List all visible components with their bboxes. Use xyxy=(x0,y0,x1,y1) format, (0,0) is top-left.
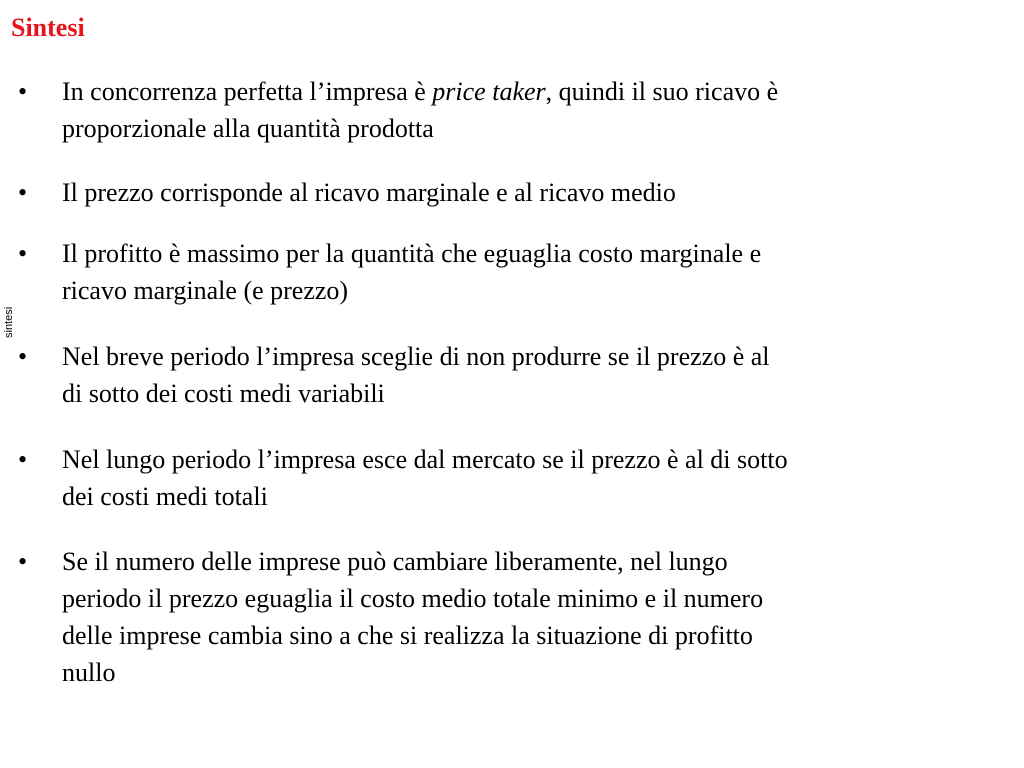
bullet-dot: • xyxy=(18,547,28,576)
side-label: sintesi xyxy=(3,306,15,338)
bullet-line: periodo il prezzo eguaglia il costo medio totale minimo e il numero xyxy=(62,584,764,613)
bullet-text xyxy=(62,338,1022,412)
bullet-line: dei costi medi totali xyxy=(62,482,268,511)
bullet-dot: • xyxy=(18,445,28,474)
bullet-line: Nel lungo periodo l’impresa esce dal mercato se il prezzo è al di sotto xyxy=(62,445,788,474)
bullet-text xyxy=(62,73,1022,147)
bullet-line: Se il numero delle imprese può cambiare liberamente, nel lungo xyxy=(62,547,728,576)
bullet-text xyxy=(62,174,1022,211)
bullet-dot: • xyxy=(18,239,28,268)
bullet-text xyxy=(62,235,1022,309)
bullet-line: Il profitto è massimo per la quantità che eguaglia costo marginale e xyxy=(62,239,762,268)
slide-title: Sintesi xyxy=(11,13,85,42)
bullet-text xyxy=(62,441,1022,515)
bullet-line: nullo xyxy=(62,658,116,687)
bullet-text xyxy=(62,543,1022,691)
bullet-dot: • xyxy=(18,342,28,371)
bullet-dot: • xyxy=(18,77,28,106)
bullet-line: ricavo marginale (e prezzo) xyxy=(62,276,349,305)
bullet-line: delle imprese cambia sino a che si realizza la situazione di profitto xyxy=(62,621,753,650)
bullet-line: Nel breve periodo l’impresa sceglie di non produrre se il prezzo è al xyxy=(62,342,770,371)
bullet-line xyxy=(62,73,1022,110)
bullet-line: proporzionale alla quantità prodotta xyxy=(62,114,434,143)
bullet-line: di sotto dei costi medi variabili xyxy=(62,379,385,408)
bullet-line: Il prezzo corrisponde al ricavo marginale e al ricavo medio xyxy=(62,178,676,207)
bullet-dot: • xyxy=(18,178,28,207)
bullet-text-part: In concorrenza perfetta l’impresa è xyxy=(62,77,433,106)
bullet-text-part: , quindi il suo ricavo è xyxy=(545,77,779,106)
price-taker-term: price taker xyxy=(432,77,546,106)
